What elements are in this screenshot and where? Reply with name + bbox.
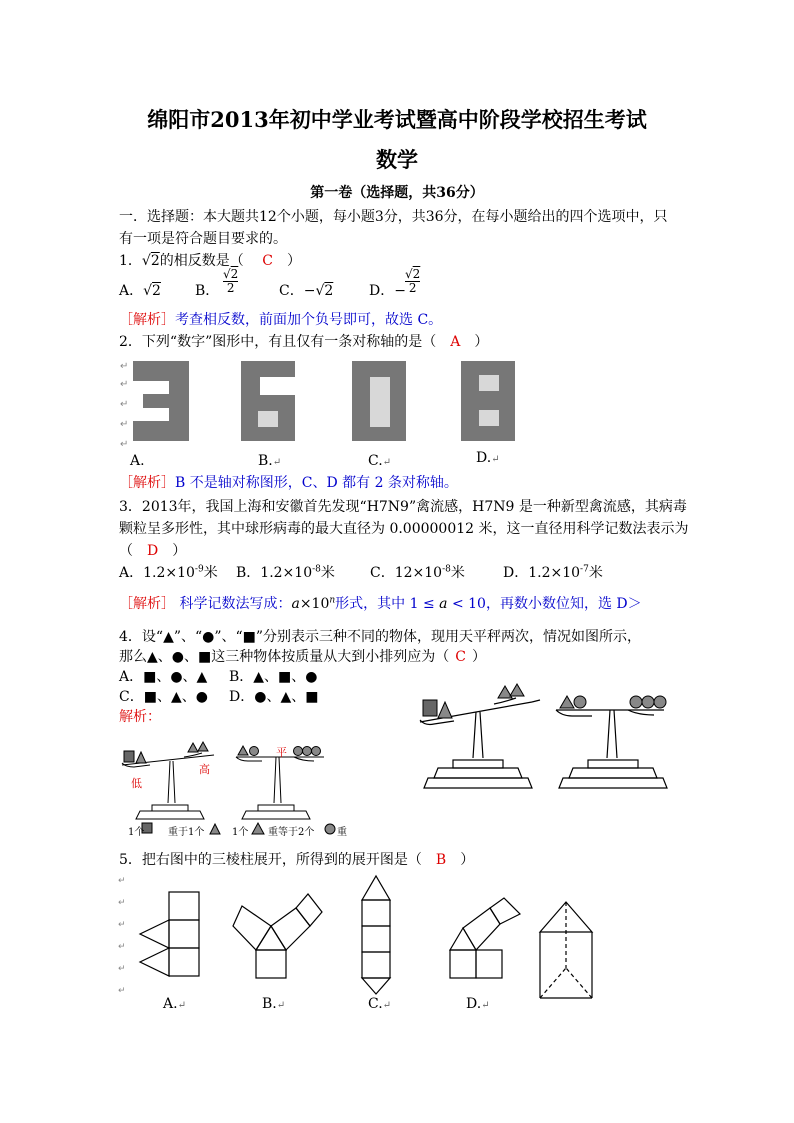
q3-line1: 3．2013年，我国上海和安徽首先发现“H7N9”禽流感，H7N9 是一种新型禽流感，其病毒 <box>119 499 687 515</box>
q1-answer: C <box>262 253 273 269</box>
q3-opt-c: C．$12\times 10^{-8}$米 <box>370 564 465 581</box>
q4-opt-a: A．■、●、▲ <box>119 669 208 685</box>
q5-label-a: A.↵ <box>163 996 186 1012</box>
svg-text:↵: ↵ <box>118 876 126 886</box>
q2-label-a: A. <box>130 453 145 469</box>
section-intro-line1: 一．选择题：本大题共12个小题，每小题3分，共36分，在每小题给出的四个选项中，只 <box>119 209 668 225</box>
q1-stem: 1．√2的相反数是（ C ） <box>119 253 301 269</box>
q3-line2: 颗粒呈多形性，其中球形病毒的最大直径为 0.00000012 米，这一直径用科学记数法表示为 <box>119 521 689 537</box>
q3-opt-b: B．$1.2\times 10^{-8}$米 <box>236 564 335 581</box>
subject-title: 数学 <box>376 147 418 172</box>
q4-note1-a: 1个 <box>128 827 145 838</box>
q4-opt-b: B．▲、■、● <box>229 669 318 685</box>
svg-text:↵: ↵ <box>118 942 126 952</box>
q2-stem: 2．下列“数字”图形中，有且仅有一条对称轴的是（ A ） <box>119 334 489 350</box>
page-title: 绵阳市2013年初中学业考试暨高中阶段学校招生考试 <box>147 107 647 132</box>
q2-figures <box>0 355 794 475</box>
q4-flat-label: 平 <box>276 746 287 759</box>
q5-label-b: B.↵ <box>262 996 286 1012</box>
q1-options: A．√2 B． √2 2 C．−√2 D．− √2 2 <box>119 267 421 299</box>
svg-text:↵: ↵ <box>118 898 126 908</box>
q2-label-c: C.↵ <box>368 453 392 469</box>
q4-note2-c: 重 <box>337 827 347 838</box>
q3-opt-a: A．$1.2\times 10^{-9}$米 <box>119 564 218 581</box>
svg-text:↵: ↵ <box>120 399 129 410</box>
svg-text:↵: ↵ <box>120 361 129 372</box>
q4-note2-a: 1个 <box>232 827 249 838</box>
svg-text:↵: ↵ <box>120 419 129 430</box>
q4-opt-c: C．■、▲、● <box>119 689 208 705</box>
q4-opt-d: D．●、▲、■ <box>229 689 319 705</box>
q2-label-d: D.↵ <box>476 450 500 466</box>
q4-note1-b: 重于1个 <box>168 827 205 838</box>
section-intro-line2: 有一项是符合题目要求的。 <box>119 231 287 247</box>
q1-analysis: ［解析］考查相反数，前面加个负号即可，故选 C。 <box>119 312 443 328</box>
part-title: 第一卷（选择题，共36分） <box>310 185 484 201</box>
q2-analysis: ［解析］B 不是轴对称图形，C、D 都有 2 条对称轴。 <box>119 475 458 491</box>
svg-text:↵: ↵ <box>120 439 129 450</box>
q4-note2-b: 重等于2个 <box>268 827 315 838</box>
svg-text:↵: ↵ <box>118 986 126 996</box>
q5-label-d: D.↵ <box>466 996 490 1012</box>
q4-balance-figure <box>410 680 710 810</box>
q4-high-label: 高 <box>199 763 210 776</box>
q3-analysis: ［解析］ 科学记数法写成：$a\times 10^n$形式，其中 1 ≤ a < 10，再数小数位知，选 D＞ <box>119 595 642 612</box>
q5-stem: 5．把右图中的三棱柱展开，所得到的展开图是（ B ） <box>119 852 475 868</box>
svg-text:↵: ↵ <box>118 920 126 930</box>
q5-nets-figure <box>0 868 794 1018</box>
q3-opt-d: D．$1.2\times 10^{-7}$米 <box>503 564 603 581</box>
q2-label-b: B.↵ <box>258 453 282 469</box>
q3-answer-line: （ D ） <box>119 543 187 559</box>
q4-line1: 4．设“▲”、“●”、“■”分别表示三种不同的物体，现用天平秤两次，情况如图所示， <box>119 629 642 645</box>
q5-label-c: C.↵ <box>368 996 392 1012</box>
q4-line2: 那么▲、●、■这三种物体按质量从大到小排列应为（ C ） <box>119 649 486 665</box>
svg-text:↵: ↵ <box>118 964 126 974</box>
q4-low-label: 低 <box>131 777 142 790</box>
svg-text:↵: ↵ <box>120 379 129 390</box>
q4-analysis-label: 解析： <box>119 709 161 725</box>
